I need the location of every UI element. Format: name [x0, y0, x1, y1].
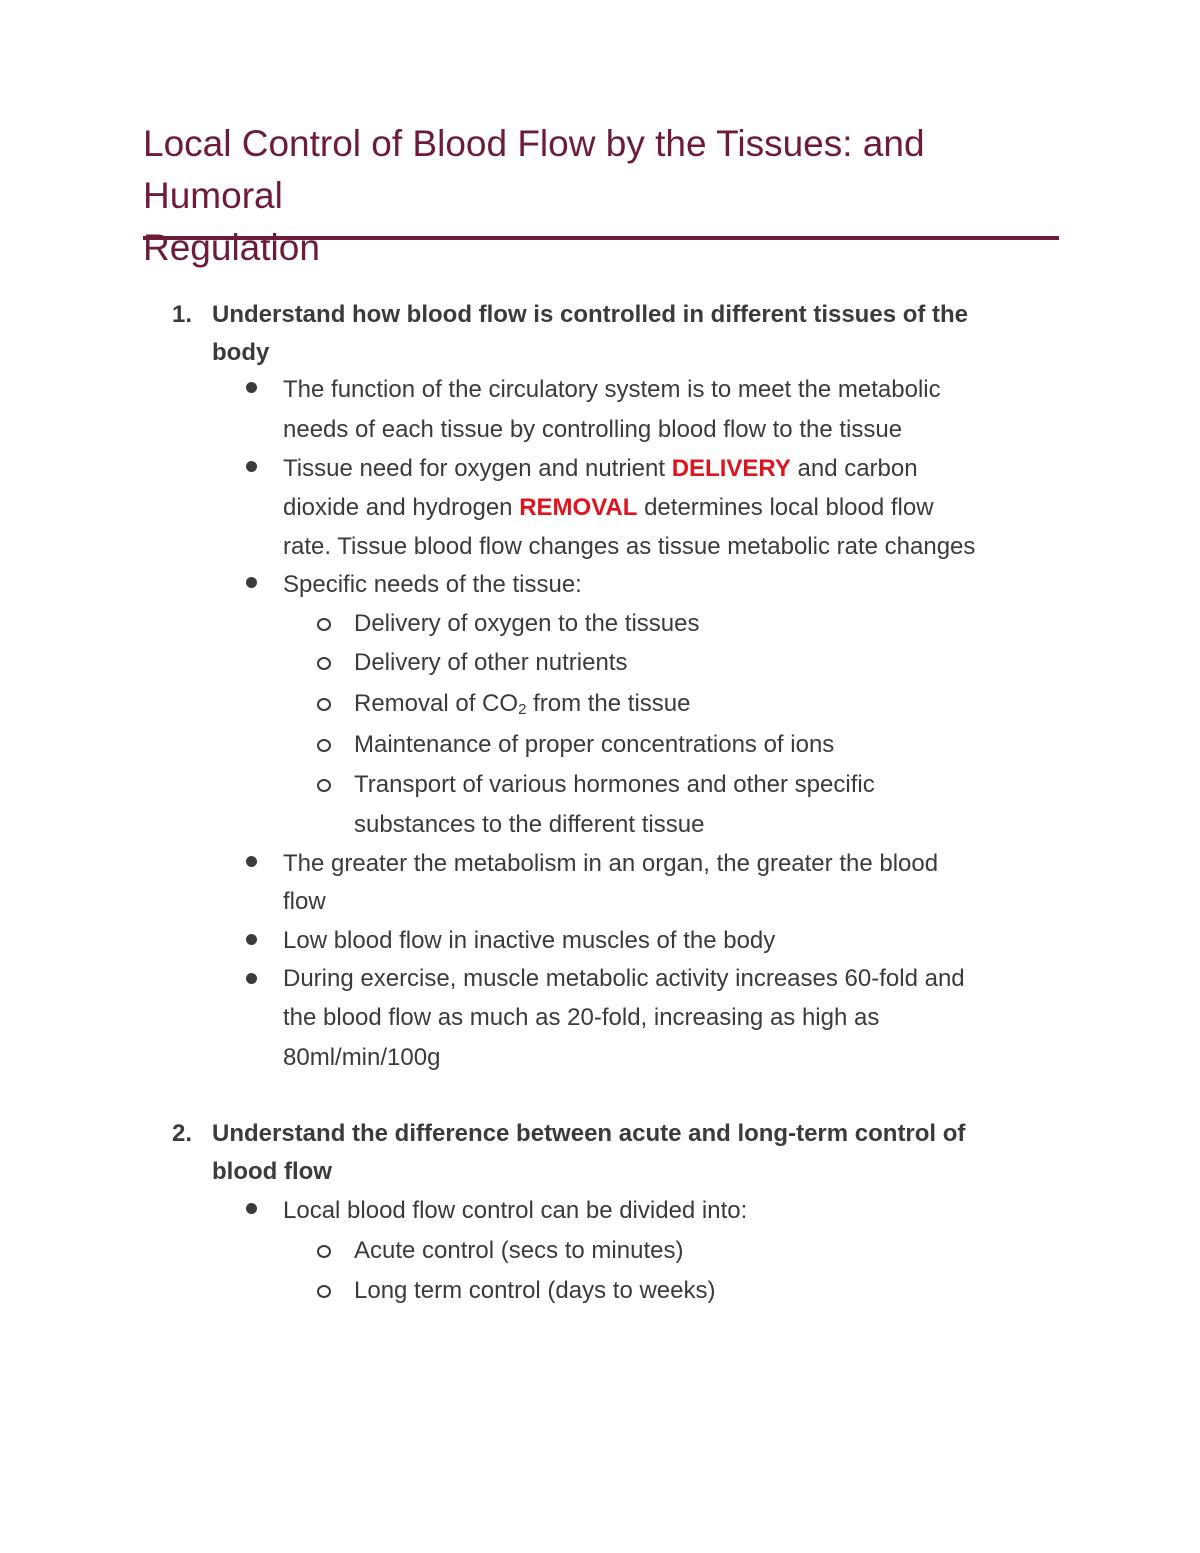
list-item: The greater the metabolism in an organ, the greater the blood [283, 850, 939, 877]
section-1-heading-line-2: body [212, 339, 270, 366]
sub-list-item: Acute control (secs to minutes) [354, 1237, 684, 1264]
list-item: Local blood flow control can be divided into: [283, 1197, 748, 1224]
section-1-heading-line-1: Understand how blood flow is controlled in different tissues of the [212, 301, 969, 328]
list-item: Specific needs of the tissue: [283, 571, 582, 598]
bullet-icon [246, 382, 257, 393]
section-2-heading-line-1: Understand the difference between acute and long-term control of [212, 1120, 966, 1147]
section-2-heading-line-2: blood flow [212, 1158, 332, 1185]
sub-list-item: Delivery of oxygen to the tissues [354, 610, 700, 637]
list-item-continuation: the blood flow as much as 20-fold, increasing as high as [283, 1004, 880, 1031]
list-item-continuation: dioxide and hydrogen REMOVAL determines local blood flow [283, 494, 934, 521]
list-item-continuation: needs of each tissue by controlling blood flow to the tissue [283, 416, 903, 443]
delivery-emphasis: DELIVERY [671, 455, 791, 482]
bullet-icon [246, 934, 257, 945]
section-2-number: 2. [172, 1120, 193, 1147]
list-item: The function of the circulatory system is to meet the metabolic [283, 376, 941, 403]
sub-bullet-icon [317, 739, 331, 752]
sub-bullet-icon [317, 657, 331, 670]
sub-bullet-icon [317, 779, 331, 792]
title-line-2: Regulation [143, 227, 320, 268]
sub-list-item: Long term control (days to weeks) [354, 1277, 716, 1304]
sub-bullet-icon [317, 1285, 331, 1298]
sub-bullet-icon [317, 698, 331, 711]
bullet-icon [246, 856, 257, 867]
bullet-icon [246, 461, 257, 472]
sub-bullet-icon [317, 1245, 331, 1258]
title-line-1: Local Control of Blood Flow by the Tissues: and Humoral [143, 123, 925, 216]
removal-emphasis: REMOVAL [519, 494, 638, 521]
bullet-icon [246, 1203, 257, 1214]
sub-list-item: Delivery of other nutrients [354, 649, 628, 676]
bullet-icon [246, 577, 257, 588]
section-1-number: 1. [172, 301, 193, 328]
list-item: Low blood flow in inactive muscles of the body [283, 927, 776, 954]
list-item-continuation: rate. Tissue blood flow changes as tissue metabolic rate changes [283, 533, 976, 560]
list-item: During exercise, muscle metabolic activity increases 60-fold and [283, 965, 965, 992]
list-item: Tissue need for oxygen and nutrient DELIVERY and carbon [283, 455, 918, 482]
sub-list-item: Transport of various hormones and other specific [354, 771, 875, 798]
list-item-continuation: 80ml/min/100g [283, 1044, 441, 1071]
sub-bullet-icon [317, 618, 331, 631]
sub-list-item: Maintenance of proper concentrations of ions [354, 731, 835, 758]
bullet-icon [246, 973, 257, 984]
list-item-continuation: flow [283, 888, 326, 915]
sub-list-item: Removal of $CO_2$ from the tissue [354, 690, 691, 718]
sub-list-item-continuation: substances to the different tissue [354, 811, 705, 838]
